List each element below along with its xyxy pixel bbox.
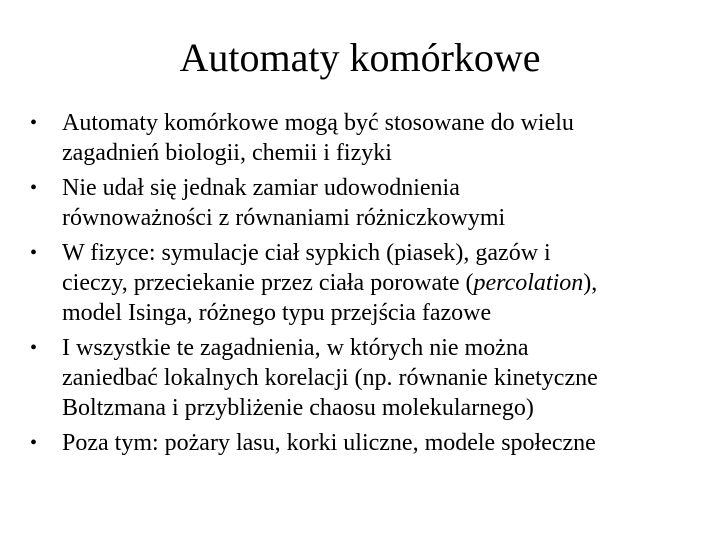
bullet-icon: • <box>30 112 38 134</box>
bullet-icon: • <box>30 177 38 199</box>
bullet-item-1 <box>26 108 706 168</box>
bullet-item-5 <box>26 428 706 458</box>
bullet-list <box>26 108 706 463</box>
bullet-item-4 <box>26 333 706 423</box>
bullet-text-line: model Isinga, różnego typu przejścia fazowe <box>62 300 492 326</box>
bullet-text-line: I wszystkie te zagadnienia, w których nie można <box>62 335 529 361</box>
bullet-text-line: równoważności z równaniami różniczkowymi <box>62 205 506 231</box>
bullet-text-line: W fizyce: symulacje ciał sypkich (piasek), gazów i <box>62 240 551 266</box>
bullet-text-line: Automaty komórkowe mogą być stosowane do wielu <box>62 110 574 136</box>
slide-title: Automaty komórkowe <box>179 35 541 80</box>
bullet-text-segment: ), <box>583 270 598 296</box>
bullet-text-line: Poza tym: pożary lasu, korki uliczne, modele społeczne <box>62 430 596 456</box>
bullet-text-line: zagadnień biologii, chemii i fizyki <box>62 140 392 166</box>
bullet-item-2 <box>26 173 706 233</box>
bullet-icon: • <box>30 242 38 264</box>
italic-term: percolation <box>473 270 584 296</box>
bullet-text-line-mixed <box>62 268 706 298</box>
bullet-icon: • <box>30 337 38 359</box>
bullet-text-line: Nie udał się jednak zamiar udowodnienia <box>62 175 460 201</box>
bullet-text-line: zaniedbać lokalnych korelacji (np. równanie kinetyczne <box>62 365 598 391</box>
bullet-text-segment: cieczy, przeciekanie przez ciała porowate ( <box>62 270 474 296</box>
bullet-icon: • <box>30 432 38 454</box>
bullet-item-3 <box>26 238 706 328</box>
bullet-text-line: Boltzmana i przybliżenie chaosu molekularnego) <box>62 395 534 421</box>
